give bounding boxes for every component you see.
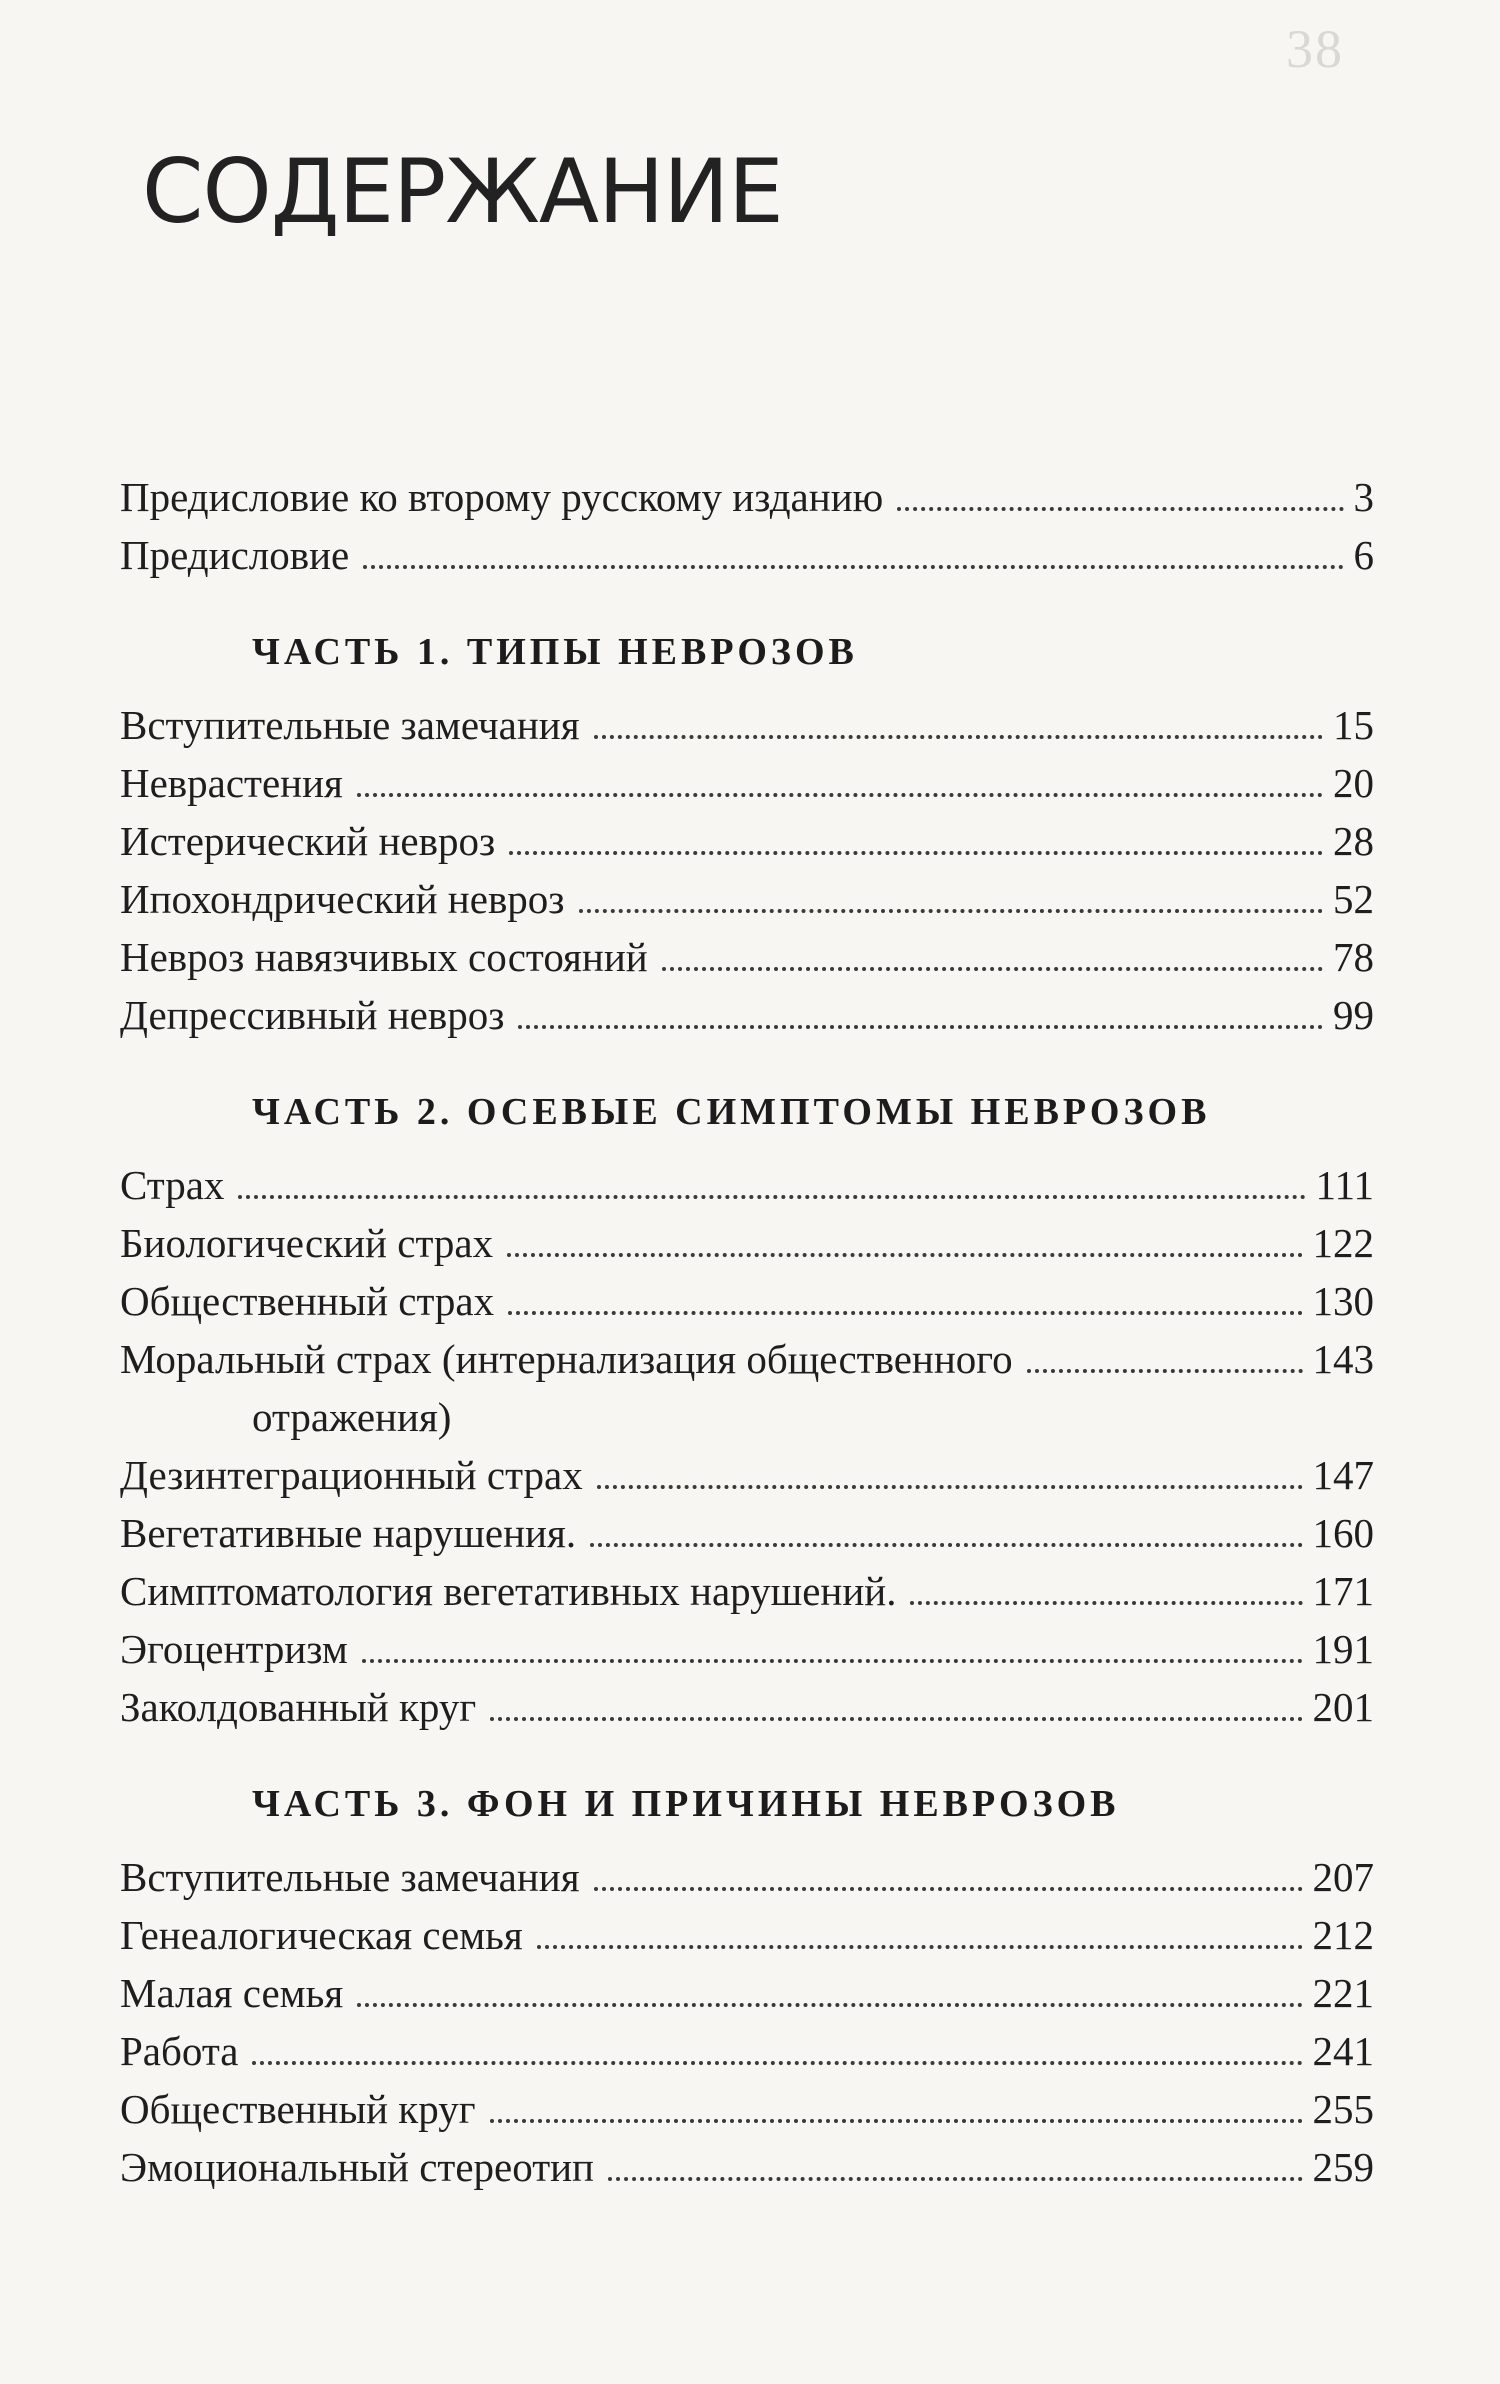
toc-entry-page: 241	[1312, 2028, 1374, 2074]
toc-entry-label: Дезинтеграционный страх	[120, 1452, 583, 1498]
toc-entry-label: Вегетативные нарушения.	[120, 1510, 577, 1556]
toc-entry-page: 15	[1333, 702, 1374, 748]
dot-leader	[507, 1253, 1302, 1257]
dot-leader	[508, 1311, 1302, 1315]
dot-leader	[597, 1485, 1303, 1489]
part-heading: ЧАСТЬ 2. ОСЕВЫЕ СИМПТОМЫ НЕВРОЗОВ	[252, 1091, 1211, 1133]
toc-entry	[120, 986, 1374, 1044]
toc-entry-label-stack	[120, 1330, 1013, 1446]
dot-leader	[518, 1025, 1323, 1029]
page-number: 38	[1286, 19, 1344, 79]
toc-entry	[120, 1620, 1374, 1678]
dot-leader	[897, 507, 1343, 511]
toc-entry-page: 111	[1315, 1162, 1374, 1208]
toc-entry-label: Страх	[120, 1162, 225, 1208]
toc-entry	[120, 1678, 1374, 1736]
toc-entry-page: 171	[1312, 1568, 1374, 1614]
dot-leader	[238, 1195, 1305, 1199]
toc-entry-page: 20	[1333, 760, 1374, 806]
dot-leader	[252, 2061, 1302, 2065]
toc-entry-label: Ипохондрический невроз	[120, 876, 565, 922]
toc-entry-page: 78	[1333, 934, 1374, 980]
toc-part-3	[120, 1780, 1374, 2196]
toc-entry	[120, 754, 1374, 812]
toc-entry-label: Заколдованный круг	[120, 1684, 477, 1730]
toc-entry-label: Моральный страх (интернализация общественного	[120, 1336, 1013, 1382]
dot-leader	[490, 1717, 1302, 1721]
dot-leader	[594, 735, 1323, 739]
toc-part-2	[120, 1088, 1374, 1736]
toc-entry	[120, 1848, 1374, 1906]
dot-leader	[608, 2177, 1302, 2181]
dot-leader	[357, 2003, 1302, 2007]
toc-entry	[120, 1906, 1374, 1964]
toc-entry-label: Эмоциональный стереотип	[120, 2144, 595, 2190]
toc-entry-page: 255	[1312, 2086, 1374, 2132]
toc-entry	[120, 2022, 1374, 2080]
toc-entry	[120, 1330, 1374, 1446]
toc-entry-page: 28	[1333, 818, 1374, 864]
toc-entry-page: 191	[1312, 1626, 1374, 1672]
dot-leader	[357, 793, 1323, 797]
dot-leader	[594, 1887, 1303, 1891]
toc-entry-page: 3	[1353, 474, 1374, 520]
toc-entry	[120, 1446, 1374, 1504]
toc-entry-label: Работа	[120, 2028, 239, 2074]
toc-entry-label: Вступительные замечания	[120, 702, 580, 748]
toc-entry-label: Малая семья	[120, 1970, 344, 2016]
toc-entry-label: Депрессивный невроз	[120, 992, 505, 1038]
toc-entry-label: Симптоматология вегетативных нарушений.	[120, 1568, 897, 1614]
toc-intro	[120, 468, 1374, 584]
toc-entry-label: Общественный страх	[120, 1278, 495, 1324]
toc-entry-label-continuation: отражения)	[252, 1394, 452, 1440]
toc-entry-page: 147	[1312, 1452, 1374, 1498]
toc-entry	[120, 870, 1374, 928]
toc-entry-page: 207	[1312, 1854, 1374, 1900]
toc-entry-page: 99	[1333, 992, 1374, 1038]
toc-entry	[120, 812, 1374, 870]
toc-entry	[120, 1504, 1374, 1562]
part-heading: ЧАСТЬ 1. ТИПЫ НЕВРОЗОВ	[252, 631, 858, 673]
toc-entry-label: Предисловие ко второму русскому изданию	[120, 474, 884, 520]
toc-entry-page: 259	[1312, 2144, 1374, 2190]
toc-entry-page: 212	[1312, 1912, 1374, 1958]
toc-entry-label: Биологический страх	[120, 1220, 494, 1266]
dot-leader	[362, 1659, 1303, 1663]
table-of-contents	[120, 468, 1374, 2196]
toc-entry-page: 201	[1312, 1684, 1374, 1730]
toc-entry	[120, 1964, 1374, 2022]
toc-entry	[120, 1214, 1374, 1272]
toc-entry	[120, 2080, 1374, 2138]
dot-leader	[537, 1945, 1303, 1949]
toc-entry	[120, 696, 1374, 754]
toc-entry-label: Предисловие	[120, 532, 350, 578]
toc-entry-page: 6	[1353, 532, 1374, 578]
toc-entry-page: 143	[1312, 1336, 1374, 1382]
dot-leader	[490, 2119, 1303, 2123]
toc-part-1	[120, 628, 1374, 1044]
toc-entry-page: 130	[1312, 1278, 1374, 1324]
dot-leader	[910, 1601, 1302, 1605]
dot-leader	[590, 1543, 1302, 1547]
toc-entry-label: Генеалогическая семья	[120, 1912, 523, 1958]
toc-entry-label: Общественный круг	[120, 2086, 476, 2132]
part-heading: ЧАСТЬ 3. ФОН И ПРИЧИНЫ НЕВРОЗОВ	[252, 1783, 1120, 1825]
dot-leader	[662, 967, 1323, 971]
toc-entry	[120, 526, 1374, 584]
toc-entry-label: Истерический невроз	[120, 818, 496, 864]
toc-entry-page: 52	[1333, 876, 1374, 922]
dot-leader	[363, 565, 1343, 569]
toc-entry	[120, 468, 1374, 526]
dot-leader	[579, 909, 1324, 913]
toc-entry-label: Эгоцентризм	[120, 1626, 348, 1672]
toc-entry	[120, 2138, 1374, 2196]
toc-entry-label: Вступительные замечания	[120, 1854, 580, 1900]
toc-entry	[120, 1272, 1374, 1330]
toc-entry	[120, 1156, 1374, 1214]
toc-entry-page: 221	[1312, 1970, 1374, 2016]
dot-leader	[1027, 1369, 1303, 1373]
toc-entry-label: Неврастения	[120, 760, 343, 806]
page-title: СОДЕРЖАНИЕ	[142, 140, 783, 243]
toc-entry-page: 122	[1312, 1220, 1374, 1266]
toc-entry-label: Невроз навязчивых состояний	[120, 934, 648, 980]
dot-leader	[509, 851, 1323, 855]
toc-entry-page: 160	[1312, 1510, 1374, 1556]
toc-entry	[120, 928, 1374, 986]
toc-entry	[120, 1562, 1374, 1620]
